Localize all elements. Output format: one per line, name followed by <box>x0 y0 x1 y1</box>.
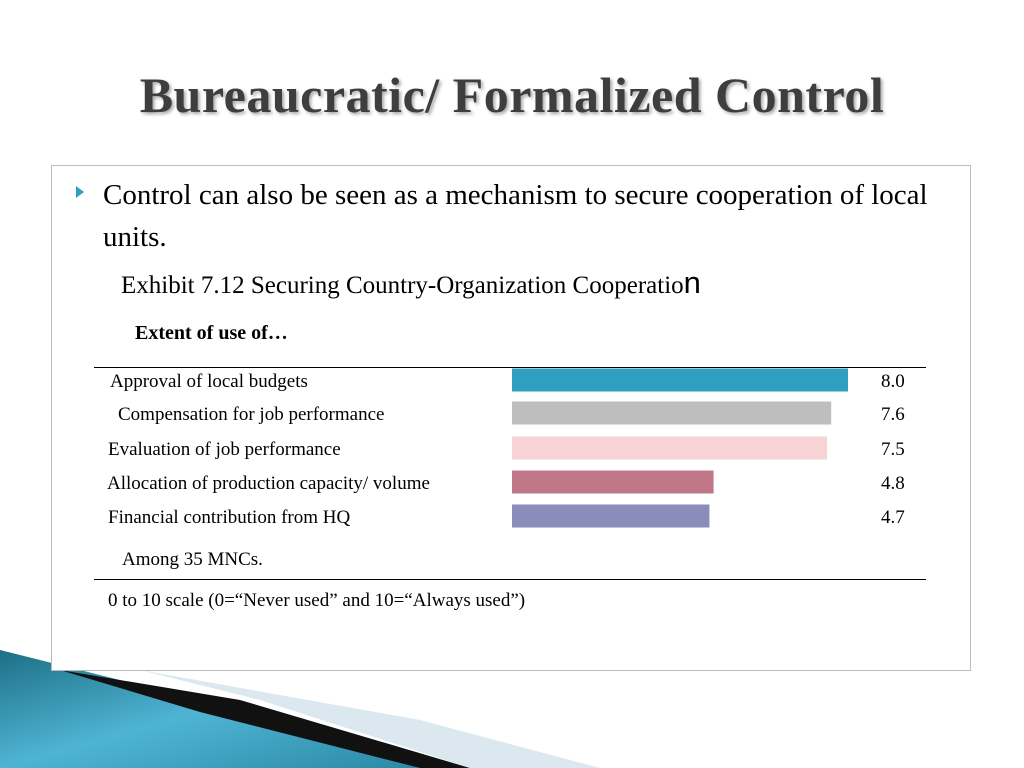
bullet-text: Control can also be seen as a mechanism to secure cooperation of local units. <box>103 179 928 253</box>
value-label: 4.7 <box>881 507 905 528</box>
bar <box>512 402 831 425</box>
exhibit-caption-main: Exhibit 7.12 Securing Country-Organization Cooperatio <box>121 272 684 299</box>
value-label: 7.6 <box>881 404 905 425</box>
category-label: Compensation for job performance <box>118 404 385 425</box>
value-label: 8.0 <box>881 371 905 392</box>
slide-title: Bureaucratic/ Formalized Control <box>139 67 885 123</box>
bar <box>512 471 714 494</box>
category-label: Approval of local budgets <box>110 371 308 392</box>
category-label: Financial contribution from HQ <box>108 507 351 528</box>
value-label: 4.8 <box>881 473 905 494</box>
value-label: 7.5 <box>881 439 905 460</box>
bar <box>512 369 848 392</box>
bar <box>512 505 709 528</box>
chart-footnote: Among 35 MNCs. <box>122 549 263 570</box>
category-label: Allocation of production capacity/ volume <box>107 473 430 494</box>
exhibit-caption-last-letter: n <box>683 265 701 300</box>
bar <box>512 437 827 460</box>
chart-title: Extent of use of… <box>135 322 288 344</box>
category-label: Evaluation of job performance <box>108 439 341 460</box>
scale-note: 0 to 10 scale (0=“Never used” and 10=“Always used”) <box>108 590 526 611</box>
